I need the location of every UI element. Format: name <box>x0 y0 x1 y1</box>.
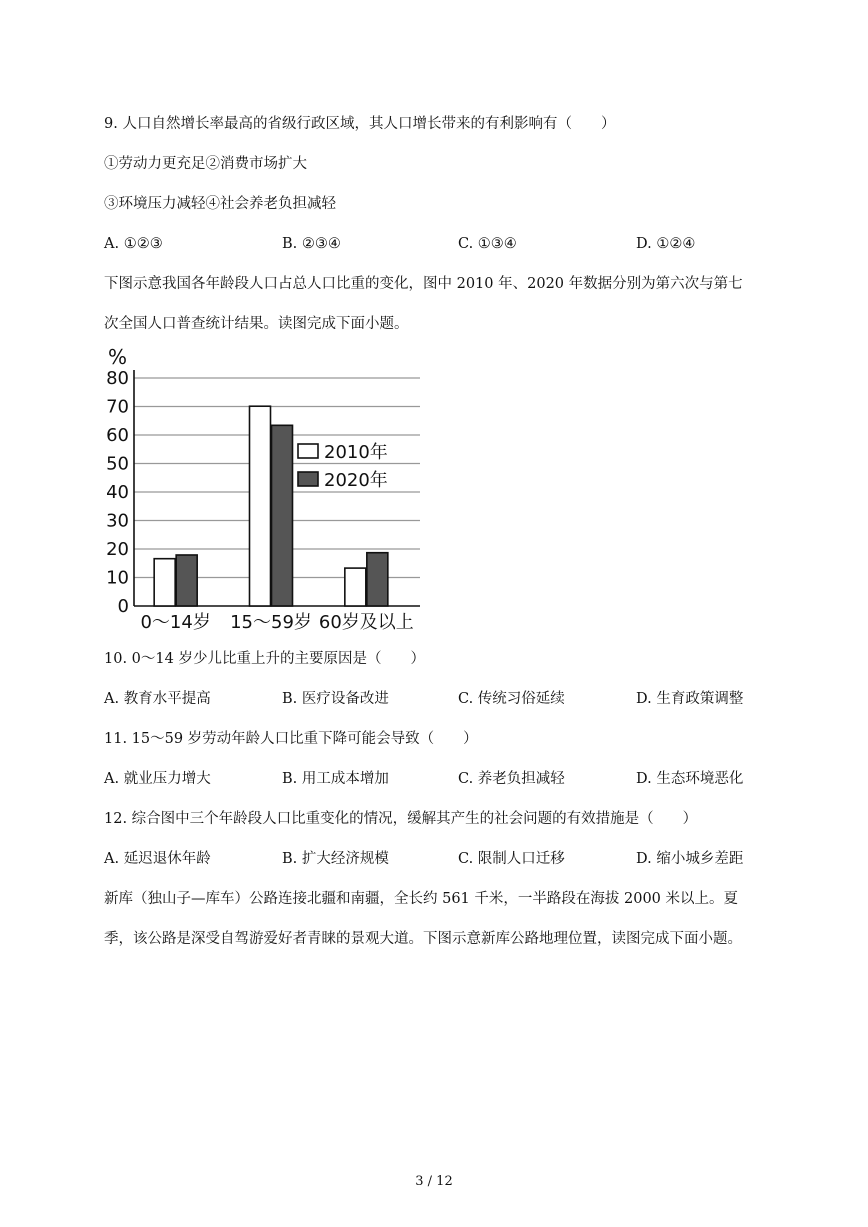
q10-option-d: D. 生育政策调整 <box>636 691 744 707</box>
q11-option-c: C. 养老负担减轻 <box>458 771 565 787</box>
intro2-line-1: 新库（独山子—库车）公路连接北疆和南疆，全长约 561 千米，一半路段在海拔 2000 米以上。夏 <box>104 891 739 907</box>
q9-option-c: C. ①③④ <box>458 236 517 252</box>
q9-stem: 9. 人口自然增长率最高的省级行政区域，其人口增长带来的有利影响有（ ） <box>104 116 616 132</box>
page-number: 3 / 12 <box>415 1174 453 1189</box>
intro2-line-2: 季，该公路是深受自驾游爱好者青睐的景观大道。下图示意新库公路地理位置，读图完成下面小题。 <box>104 931 742 947</box>
q9-option-b: B. ②③④ <box>282 236 341 252</box>
bar-series2-0 <box>176 555 197 606</box>
y-tick-label: 10 <box>106 567 129 589</box>
q10-stem: 10. 0～14 岁少儿比重上升的主要原因是（ ） <box>104 651 425 667</box>
y-axis-unit: % <box>108 345 128 369</box>
y-tick-label: 40 <box>106 482 129 503</box>
intro1-line-1: 下图示意我国各年龄段人口占总人口比重的变化，图中 2010 年、2020 年数据分别为第六次与第七 <box>104 276 743 292</box>
q12-option-b: B. 扩大经济规模 <box>282 851 389 867</box>
legend-swatch <box>298 472 318 486</box>
q12-stem: 12. 综合图中三个年龄段人口比重变化的情况，缓解其产生的社会问题的有效措施是（ ） <box>104 811 698 827</box>
bar-series2-1 <box>272 425 293 606</box>
bar-series1-0 <box>154 559 175 606</box>
legend-label: 2020年 <box>324 470 388 491</box>
x-category-label: 0～14岁 <box>140 612 211 633</box>
q12-option-d: D. 缩小城乡差距 <box>636 851 744 867</box>
y-tick-label: 80 <box>106 368 129 389</box>
q11-stem: 11. 15～59 岁劳动年龄人口比重下降可能会导致（ ） <box>104 731 478 747</box>
bar-series1-1 <box>250 406 271 606</box>
y-tick-label: 30 <box>106 510 129 532</box>
q11-option-d: D. 生态环境恶化 <box>636 771 744 787</box>
q9-item-2: ③环境压力减轻④社会养老负担减轻 <box>104 196 336 212</box>
q11-option-b: B. 用工成本增加 <box>282 771 389 787</box>
y-tick-label: 50 <box>106 453 129 475</box>
bar-series2-2 <box>367 553 388 606</box>
y-tick-label: 60 <box>106 425 129 446</box>
y-tick-label: 70 <box>106 396 129 418</box>
q10-option-c: C. 传统习俗延续 <box>458 691 565 707</box>
intro1-line-2: 次全国人口普查统计结果。读图完成下面小题。 <box>104 316 409 332</box>
q9-option-d: D. ①②④ <box>636 236 696 252</box>
q9-item-1: ①劳动力更充足②消费市场扩大 <box>104 156 307 172</box>
q9-option-a: A. ①②③ <box>104 236 163 252</box>
y-tick-label: 20 <box>106 539 129 560</box>
legend-label: 2010年 <box>324 442 388 463</box>
q11-option-a: A. 就业压力增大 <box>104 771 211 787</box>
q12-option-a: A. 延迟退休年龄 <box>104 851 211 867</box>
x-category-label: 60岁及以上 <box>318 612 414 633</box>
q10-option-a: A. 教育水平提高 <box>104 691 211 707</box>
age-structure-bar-chart <box>100 340 430 636</box>
q10-option-b: B. 医疗设备改进 <box>282 691 389 707</box>
y-tick-label: 0 <box>117 596 129 617</box>
bar-series1-2 <box>345 568 366 606</box>
legend-swatch <box>298 444 318 458</box>
x-category-label: 15～59岁 <box>230 612 312 633</box>
q12-option-c: C. 限制人口迁移 <box>458 851 565 867</box>
